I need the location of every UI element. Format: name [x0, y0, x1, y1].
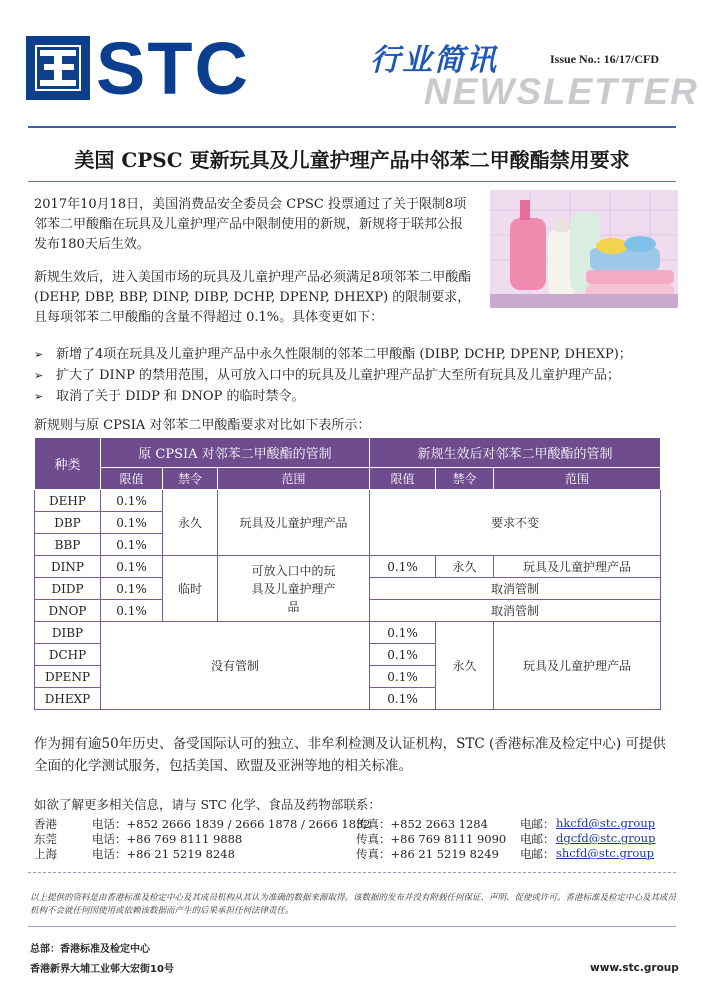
ban-cell: 临时 — [163, 556, 218, 622]
cancelled-cell: 取消管制 — [370, 578, 661, 600]
issue-number: Issue No.: 16/17/CFD — [550, 52, 660, 66]
limit-cell: 0.1% — [101, 512, 163, 534]
scope-cell: 玩具及儿童护理产品 — [494, 622, 661, 710]
ban-header: 禁令 — [163, 468, 218, 490]
limit-cell: 0.1% — [101, 600, 163, 622]
list-item — [34, 343, 632, 362]
arrow-bullet-icon: ➢ — [34, 348, 44, 361]
brand-name: STC — [96, 27, 250, 110]
contact-email-link[interactable]: dgcfd@stc.group — [556, 831, 656, 845]
contact-city: 东莞 — [34, 832, 57, 846]
contact-email-link[interactable]: hkcfd@stc.group — [556, 816, 656, 830]
limit-cell: 0.1% — [101, 556, 163, 578]
arrow-bullet-icon: ➢ — [34, 390, 44, 403]
contact-intro: 如欲了解更多相关信息，请与 STC 化学、食品及药物部联系： — [34, 797, 381, 812]
ban-cell: 永久 — [436, 622, 494, 710]
hq-label: 总部：香港标准及检定中心 — [30, 944, 150, 955]
contact-mail-label: 电邮： — [520, 817, 555, 831]
contact-fax: 传真：+86 769 8111 9090 — [356, 832, 507, 846]
substance-cell: BBP — [35, 534, 101, 556]
scope-cell: 玩具及儿童护理产品 — [218, 490, 370, 556]
title-divider — [28, 181, 676, 182]
substance-cell: DIBP — [35, 622, 101, 644]
substance-cell: DPENP — [35, 666, 101, 688]
page-title: 美国 CPSC 更新玩具及儿童护理产品中邻苯二甲酸酯禁用要求 — [74, 148, 630, 172]
list-item — [34, 364, 620, 383]
limit-header: 限值 — [370, 468, 436, 490]
header-divider — [28, 126, 676, 128]
arrow-bullet-icon: ➢ — [34, 369, 44, 382]
baby-products-photo — [490, 190, 678, 308]
comparison-table — [34, 437, 661, 710]
limit-cell: 0.1% — [101, 578, 163, 600]
scope-header: 范围 — [494, 468, 661, 490]
table-intro-text: 新规则与原 CPSIA 对邻苯二甲酸酯要求对比如下表所示： — [34, 418, 371, 433]
footer-divider — [28, 926, 676, 927]
contact-tel: 电话：+86 769 8111 9888 — [92, 832, 243, 846]
list-item-text: 扩大了 DINP 的禁用范围，从可放入口中的玩具及儿童护理产品扩大至所有玩具及儿童护理产品； — [56, 368, 620, 383]
contact-fax: 传真：+852 2663 1284 — [356, 817, 488, 831]
new-rule-header: 新规生效后对邻苯二甲酸酯的管制 — [370, 438, 661, 468]
about-stc-paragraph: 作为拥有逾50年历史、备受国际认可的独立、非牟利检测及认证机构，STC (香港标准及检定中心) 可提供全面的化学测试服务，包括美国、欧盟及亚洲等地的相关标准。 — [34, 736, 666, 774]
cancelled-cell: 取消管制 — [370, 600, 661, 622]
limit-cell: 0.1% — [370, 622, 436, 644]
substance-cell: DEHP — [35, 490, 101, 512]
substance-cell: DNOP — [35, 600, 101, 622]
footer-hq — [30, 940, 174, 980]
contact-tel: 电话：+86 21 5219 8248 — [92, 847, 235, 861]
website-link[interactable]: www.stc.group — [590, 962, 679, 974]
contact-mail-label: 电邮： — [520, 847, 555, 861]
contact-mail-label: 电邮： — [520, 832, 555, 846]
unchanged-cell: 要求不变 — [370, 490, 661, 556]
stc-logo-icon — [26, 36, 90, 100]
limit-cell: 0.1% — [370, 666, 436, 688]
contact-fax: 传真：+86 21 5219 8249 — [356, 847, 499, 861]
intro-paragraph: 2017年10月18日，美国消费品安全委员会 CPSC 投票通过了关于限制8项邻苯二甲酸酯在玩具及儿童护理产品中限制使用的新规，新规将于联邦公报发布180天后生效。 — [34, 197, 467, 252]
scope-header: 范围 — [218, 468, 370, 490]
list-item — [34, 385, 304, 404]
limit-cell: 0.1% — [370, 644, 436, 666]
newsletter-cn-title: 行业简讯 — [370, 43, 498, 78]
contact-city: 上海 — [34, 847, 57, 861]
limit-cell: 0.1% — [370, 688, 436, 710]
limit-cell: 0.1% — [370, 556, 436, 578]
limit-cell: 0.1% — [101, 534, 163, 556]
ban-cell: 永久 — [436, 556, 494, 578]
contact-city: 香港 — [34, 817, 57, 831]
substance-cell: DIDP — [35, 578, 101, 600]
limit-cell: 0.1% — [101, 490, 163, 512]
contact-divider — [28, 872, 676, 874]
requirement-paragraph: 新规生效后，进入美国市场的玩具及儿童护理产品必须满足8项邻苯二甲酸酯 (DEHP, DBP, BBP, DINP, DIBP, DCHP, DPENP, DHEXP) 的限制要求，且每项邻苯二甲酸酯的含量不得超过 0.1%。具体变更如下： — [34, 270, 472, 325]
limit-header: 限值 — [101, 468, 163, 490]
contact-tel: 电话：+852 2666 1839 / 2666 1878 / 2666 1832 — [92, 817, 371, 831]
contact-email-link[interactable]: shcfd@stc.group — [556, 846, 655, 860]
contact-row-dg — [34, 831, 674, 847]
kind-header: 种类 — [35, 438, 101, 490]
not-regulated-cell: 没有管制 — [101, 622, 370, 710]
substance-cell: DCHP — [35, 644, 101, 666]
substance-cell: DHEXP — [35, 688, 101, 710]
newsletter-en-title: NEWSLETTER — [424, 71, 699, 112]
scope-cell: 玩具及儿童护理产品 — [494, 556, 661, 578]
ban-header: 禁令 — [436, 468, 494, 490]
substance-cell: DBP — [35, 512, 101, 534]
old-rule-header: 原 CPSIA 对邻苯二甲酸酯的管制 — [101, 438, 370, 468]
hq-address: 香港新界大埔工业邨大宏街10号 — [30, 964, 174, 975]
disclaimer-text: 以上提供的资料是由香港标准及检定中心及其成员机构从其认为准确的数据来源取得。该数据的发布并没有附载任何保证、声明、促使或许可。香港标准及检定中心及其成员机构不会就任何因使用或依赖该数据而产生的后果承担任何法律责任。 — [30, 893, 677, 916]
list-item-text: 新增了4项在玩具及儿童护理产品中永久性限制的邻苯二甲酸酯 (DIBP, DCHP, DPENP, DHEXP)； — [56, 347, 632, 362]
contact-row-sh — [34, 846, 674, 862]
contact-row-hk — [34, 816, 674, 832]
scope-cell: 可放入口中的玩具及儿童护理产品 — [218, 556, 370, 622]
ban-cell: 永久 — [163, 490, 218, 556]
substance-cell: DINP — [35, 556, 101, 578]
list-item-text: 取消了关于 DIDP 和 DNOP 的临时禁令。 — [56, 389, 305, 404]
